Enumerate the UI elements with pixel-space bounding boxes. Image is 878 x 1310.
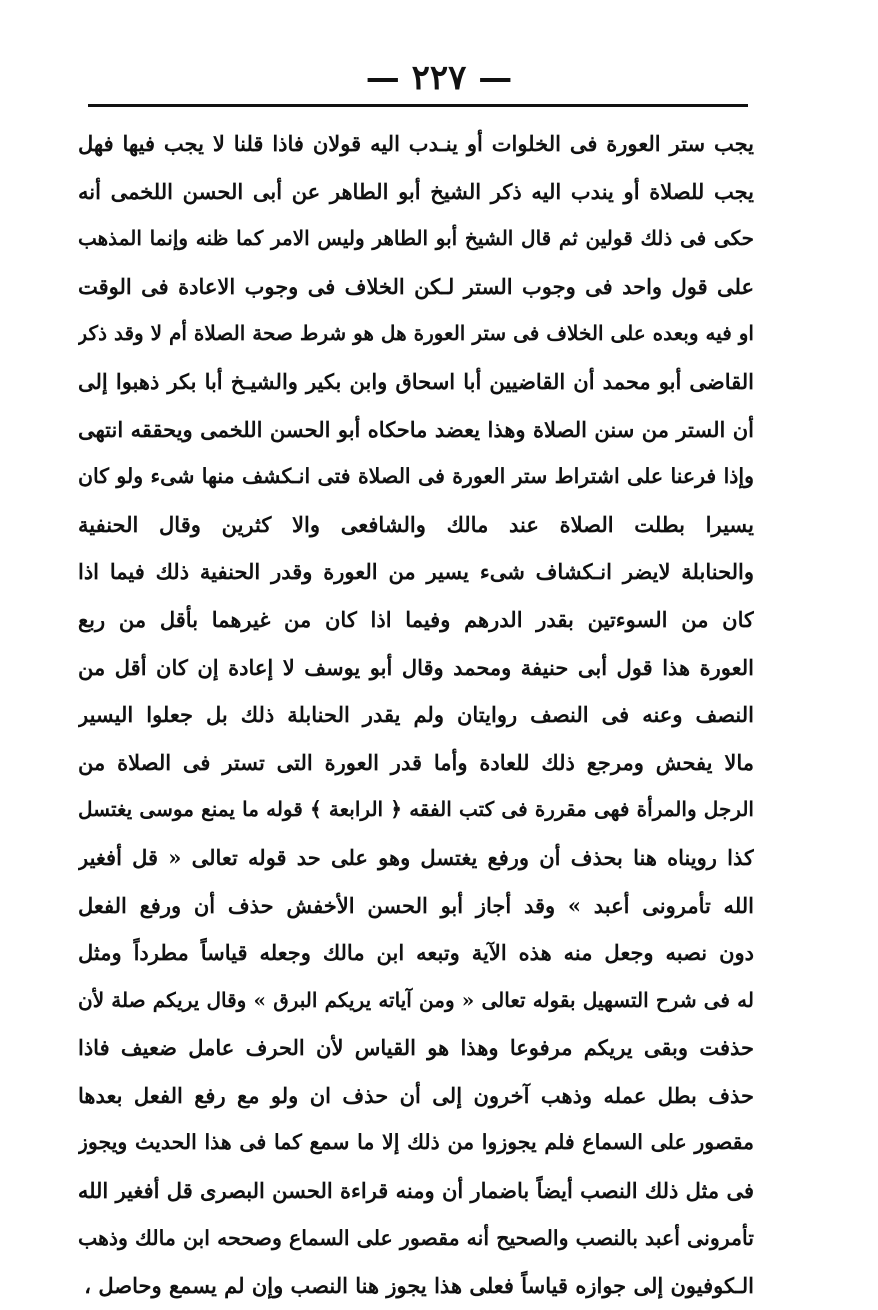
- text-line: له فى شرح التسهيل بقوله تعالى « ومن آياته يريكم البرق » وقال يريكم صلة لأن: [78, 987, 754, 1012]
- header-rule: [88, 104, 748, 107]
- text-line: دون نصبه وجعل منه هذه الآية وتبعه ابن مالك وجعله قياساً مطرداً ومثل: [78, 940, 754, 966]
- text-line: كان من السوءتين بقدر الدرهم وفيما اذا كان من غيرهما بأقل من ربع: [78, 606, 754, 632]
- text-line: حذفت وبقى يريكم مرفوعا وهذا هو القياس لأن الحرف عامل ضعيف فاذا: [78, 1035, 754, 1061]
- text-line: الرجل والمرأة فهى مقررة فى كتب الفقه ﴿ الرابعة ﴾ قوله ما يمنع موسى يغتسل: [78, 797, 754, 822]
- page-number: — ٢٢٧ —: [365, 58, 513, 98]
- text-line: فى مثل ذلك النصب أيضاً باضمار أن ومنه قراءة الحسن البصرى قل أفغير الله: [78, 1178, 754, 1204]
- text-line: مالا يفحش ومرجع ذلك للعادة وأما قدر العورة التى تستر فى الصلاة من: [78, 749, 754, 775]
- text-line: كذا رويناه هنا بحذف أن ورفع يغتسل وهو على حد قوله تعالى « قل أفغير: [78, 844, 754, 870]
- text-line: النصف وعنه فى النصف روايتان ولم يقدر الحنابلة ذلك بل جعلوا اليسير: [78, 702, 754, 728]
- text-line: وإذا فرعنا على اشتراط ستر العورة فى الصلاة فتى انـكشف منها شىء ولو كان: [78, 464, 754, 489]
- text-line: يجب للصلاة أو يندب اليه ذكر الشيخ أبو الطاهر عن أبى الحسن اللخمى أنه: [78, 178, 754, 204]
- text-line: يجب ستر العورة فى الخلوات أو ينـدب اليه قولان فاذا قلنا لا يجب فيها فهل: [78, 131, 754, 156]
- text-line: على قول واحد فى وجوب الستر لـكن الخلاف فى وجوب الاعادة فى الوقت: [78, 273, 754, 299]
- text-line: والحنابلة لايضر انـكشاف شىء يسير من العورة وقدر الحنفية ذلك فيما اذا: [78, 559, 754, 585]
- page-text: [78, 120, 754, 1310]
- text-line: القاضى أبو محمد أن القاضيين أبا اسحاق وابن بكير والشيـخ أبا بكر ذهبوا إلى: [78, 368, 754, 394]
- text-line: مقصور على السماع فلم يجوزوا من ذلك إلا ما سمع كما فى هذا الحديث ويجوز: [78, 1130, 754, 1155]
- text-line: أن الستر من سنن الصلاة وهذا يعضد ماحكاه أبو الحسن اللخمى ويحققه انتهى: [78, 416, 754, 442]
- text-line: الله تأمرونى أعبد » وقد أجاز أبو الحسن الأخفش حذف أن ورفع الفعل: [78, 892, 754, 918]
- text-line: تأمرونى أعبد بالنصب والصحيح أنه مقصور على السماع وصححه ابن مالك وذهب: [78, 1225, 754, 1250]
- text-line: او فيه وبعده على الخلاف فى ستر العورة هل هو شرط صحة الصلاة أم لا وقد ذكر: [78, 321, 754, 346]
- text-line: العورة هذا قول أبى حنيفة ومحمد وقال أبو يوسف لا إعادة إن كان أقل من: [78, 654, 754, 680]
- text-line: الـكوفيون إلى جوازه قياساً فعلى هذا يجوز هنا النصب وإن لم يسمع وحاصل ،: [84, 1273, 754, 1299]
- text-line: حكى فى ذلك قولين ثم قال الشيخ أبو الطاهر وليس الامر كما ظنه وإنما المذهب: [78, 226, 754, 251]
- text-line: يسيرا بطلت الصلاة عند مالك والشافعى والا كثرين وقال الحنفية: [78, 511, 754, 537]
- text-line: حذف بطل عمله وذهب آخرون إلى أن حذف ان ولو مع رفع الفعل بعدها: [78, 1082, 754, 1108]
